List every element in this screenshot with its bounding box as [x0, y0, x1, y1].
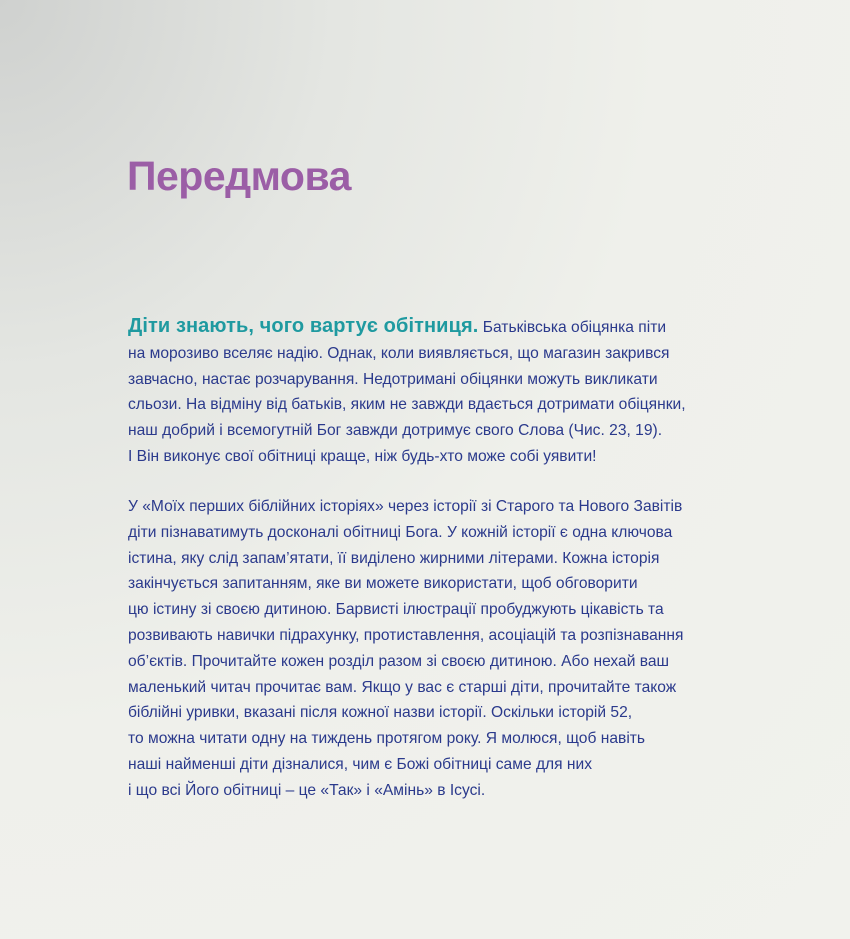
body-line: маленький читач прочитає вам. Якщо у вас є старші діти, прочитайте також: [128, 678, 677, 696]
body-line: наші найменші діти дізналися, чим є Божі обітниці саме для них: [128, 755, 593, 773]
lead-sentence: Діти знають, чого вартує обітниця.: [128, 315, 479, 337]
body-paragraph: [128, 494, 758, 804]
body-line: і що всі Його обітниці – це «Так» і «Амінь» в Ісусі.: [128, 781, 486, 799]
intro-line-1: [128, 314, 758, 341]
body-line: цю істину зі своєю дитиною. Барвисті ілюстрації пробуджують цікавість та: [128, 601, 664, 619]
intro-line: на морозиво вселяє надію. Однак, коли виявляється, що магазин закрився: [128, 344, 670, 362]
page-title: Передмова: [127, 153, 351, 199]
intro-line-1-text: Батьківська обіцянка піти: [478, 319, 667, 336]
body-line: діти пізнаватимуть досконалі обітниці Бога. У кожній історії є одна ключова: [128, 523, 673, 541]
body-line: біблійні уривки, вказані після кожної назви історії. Оскільки історій 52,: [128, 704, 633, 722]
intro-paragraph: [128, 314, 758, 470]
body-line: істина, яку слід запам’ятати, її виділено жирними літерами. Кожна історія: [128, 549, 660, 567]
body-line: розвивають навички підрахунку, протиставлення, асоціацій та розпізнавання: [128, 626, 684, 644]
body-line: то можна читати одну на тиждень протягом року. Я молюся, щоб навіть: [128, 730, 646, 748]
body-line: У «Моїх перших біблійних історіях» через історії зі Старого та Нового Завітів: [128, 498, 683, 515]
intro-line: І Він виконує свої обітниці краще, ніж будь-хто може собі уявити!: [128, 447, 597, 465]
body-line: закінчується запитанням, яке ви можете використати, щоб обговорити: [128, 575, 638, 593]
intro-line: завчасно, настає розчарування. Недотримані обіцянки можуть викликати: [128, 370, 658, 388]
intro-line: сльози. На відміну від батьків, яким не завжди вдається дотримати обіцянки,: [128, 396, 686, 414]
intro-line: наш добрий і всемогутній Бог завжди дотримує свого Слова (Чис. 23, 19).: [128, 422, 663, 440]
body-line: об’єктів. Прочитайте кожен розділ разом зі своєю дитиною. Або нехай ваш: [128, 652, 670, 670]
